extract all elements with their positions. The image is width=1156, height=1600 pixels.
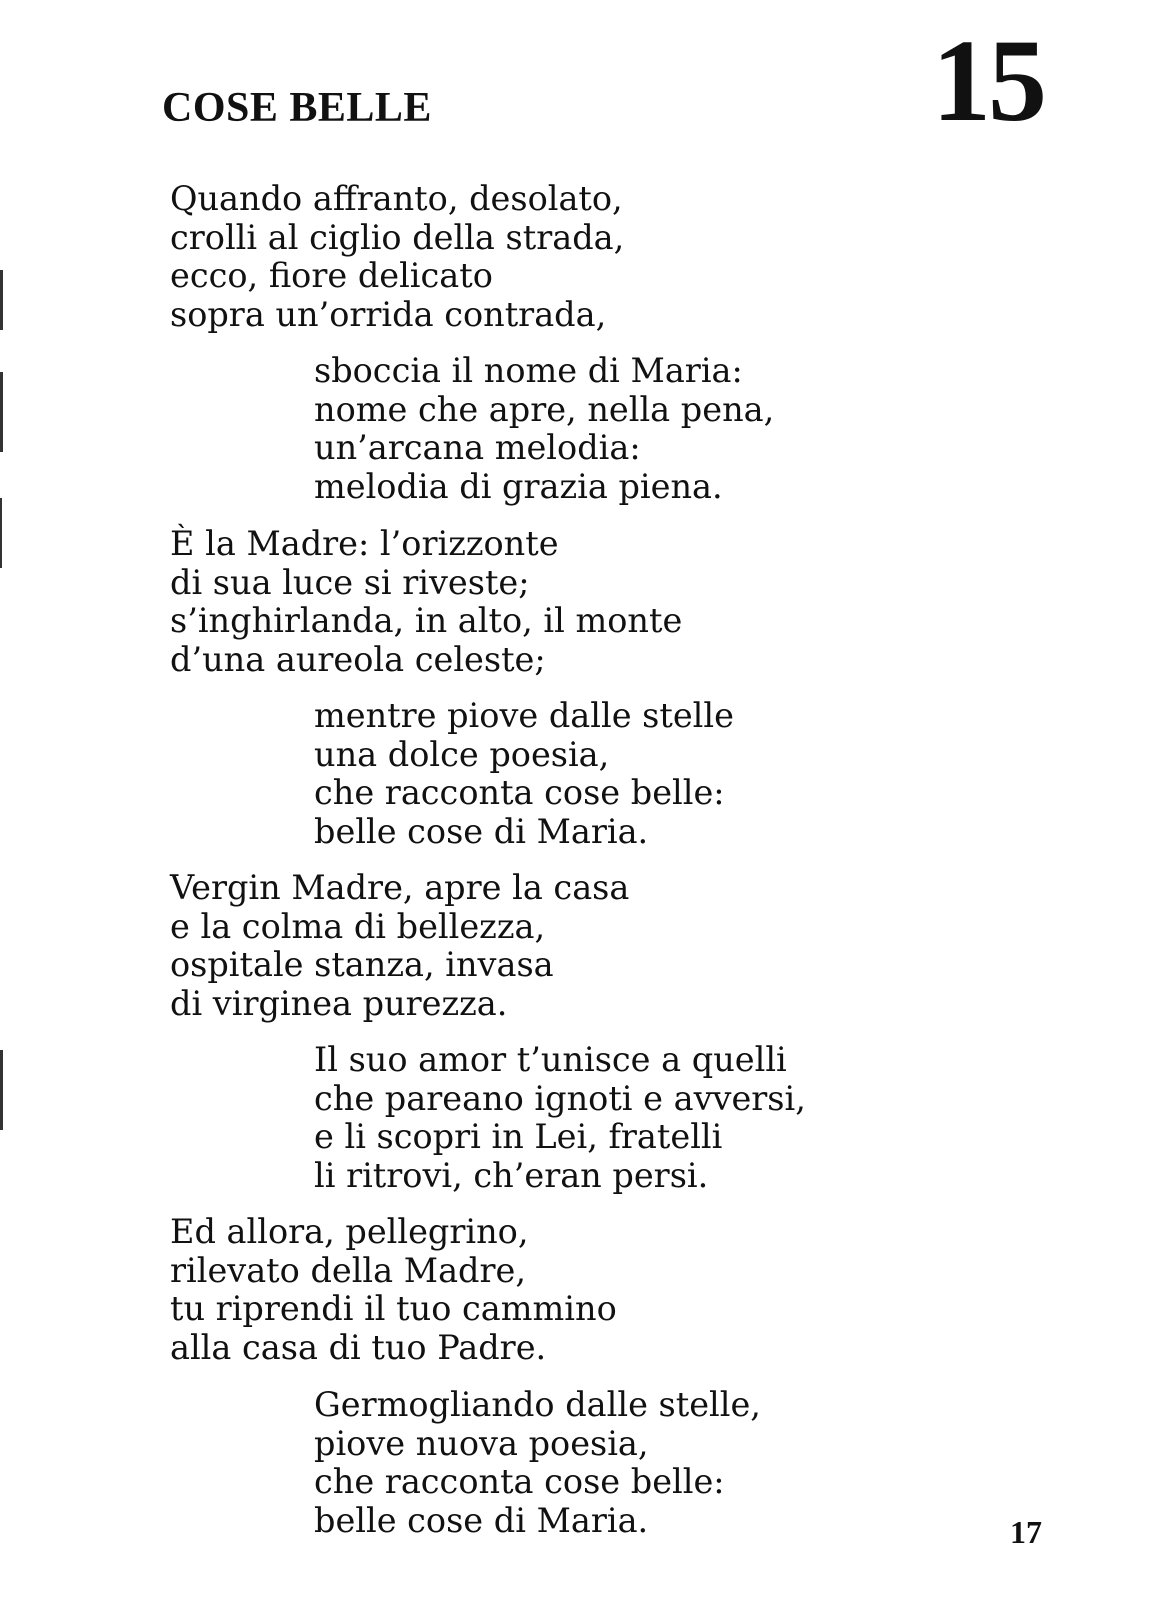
verse-line: Il suo amor t’unisce a quelli	[314, 1040, 787, 1079]
stanza	[170, 525, 682, 679]
verse-line: che racconta cose belle:	[314, 773, 725, 813]
verse-line: È la Madre: l’orizzonte	[170, 524, 559, 563]
verse-line: di sua luce si riveste;	[170, 562, 530, 602]
verse-line: un’arcana melodia:	[314, 428, 641, 468]
verse-line: e li scopri in Lei, fratelli	[314, 1117, 723, 1157]
verse-line: nome che apre, nella pena,	[314, 389, 775, 429]
verse-line: crolli al ciglio della strada,	[170, 217, 625, 257]
poem-number: 15	[932, 15, 1044, 146]
stanza	[314, 352, 774, 506]
verse-line: e la colma di bellezza,	[170, 906, 546, 946]
verse-line: mentre piove dalle stelle	[314, 696, 734, 735]
verse-line: sopra un’orrida contrada,	[170, 294, 607, 334]
stanza	[170, 180, 624, 334]
stanza	[314, 697, 734, 851]
verse-line: Vergin Madre, apre la casa	[170, 868, 630, 907]
stanza	[314, 1041, 806, 1195]
verse-line: tu riprendi il tuo cammino	[170, 1289, 617, 1329]
verse-line: belle cose di Maria.	[314, 811, 649, 851]
scan-edge-mark	[0, 1050, 3, 1130]
verse-line: s’inghirlanda, in alto, il monte	[170, 601, 683, 641]
verse-line: Ed allora, pellegrino,	[170, 1212, 529, 1251]
verse-line: d’una aureola celeste;	[170, 639, 546, 679]
verse-line: piove nuova poesia,	[314, 1423, 649, 1463]
verse-line: rilevato della Madre,	[170, 1250, 526, 1290]
stanza	[170, 1213, 617, 1367]
verse-line: Germogliando dalle stelle,	[314, 1385, 761, 1424]
verse-line: ospitale stanza, invasa	[170, 945, 554, 985]
poem-title: COSE BELLE	[162, 85, 432, 131]
scan-edge-mark	[0, 498, 2, 568]
verse-line: che racconta cose belle:	[314, 1462, 725, 1502]
verse-line: alla casa di tuo Padre.	[170, 1327, 547, 1367]
verse-line: ecco, fiore delicato	[170, 256, 493, 296]
verse-line: Quando affranto, desolato,	[170, 179, 623, 218]
stanza	[170, 869, 629, 1023]
verse-line: che pareano ignoti e avversi,	[314, 1078, 806, 1118]
verse-line: belle cose di Maria.	[314, 1500, 649, 1540]
verse-line: melodia di grazia piena.	[314, 466, 723, 506]
verse-line: li ritrovi, ch’eran persi.	[314, 1155, 709, 1195]
scan-edge-mark	[0, 372, 3, 452]
stanza	[314, 1386, 761, 1540]
verse-line: sboccia il nome di Maria:	[314, 351, 743, 390]
verse-line: di virginea purezza.	[170, 983, 508, 1023]
page-number: 17	[1010, 1514, 1042, 1550]
scan-edge-mark	[0, 270, 3, 330]
verse-line: una dolce poesia,	[314, 734, 610, 774]
